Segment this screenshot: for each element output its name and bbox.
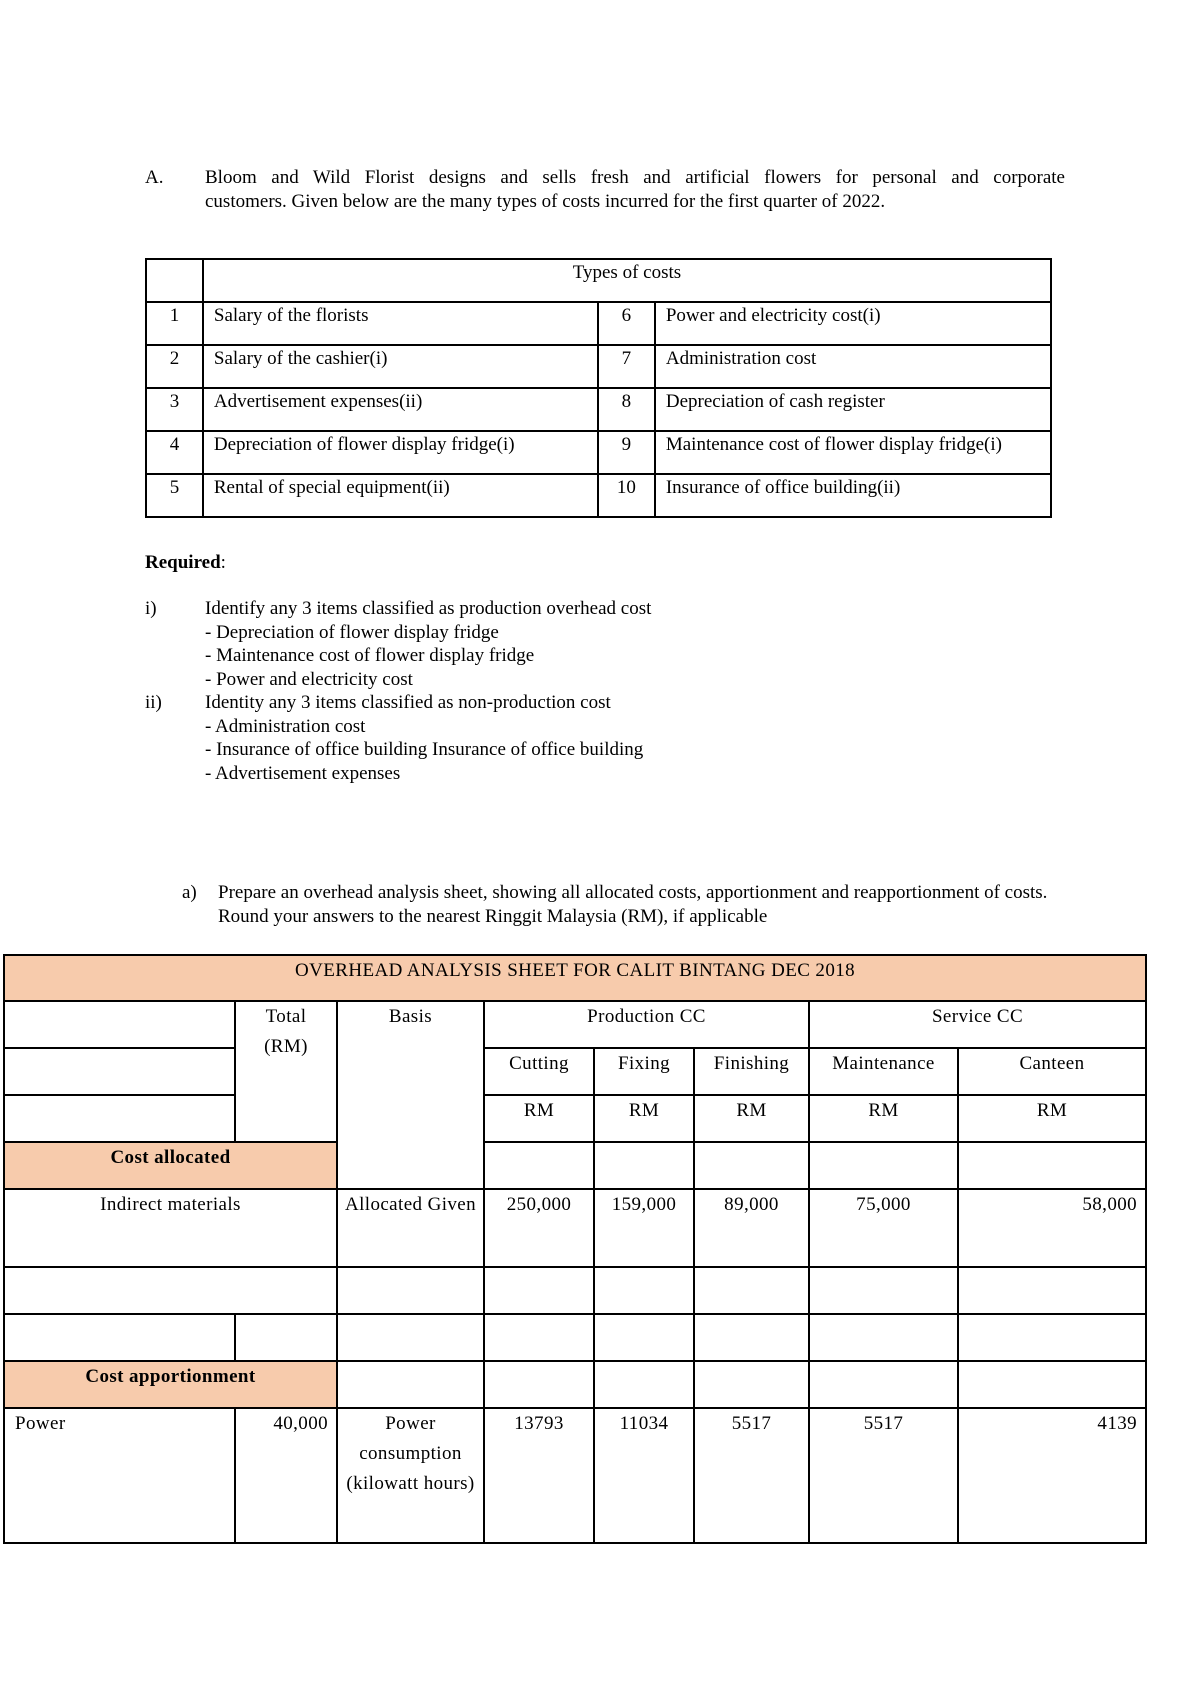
blank-cell (4, 1001, 235, 1048)
dept-canteen: Canteen (958, 1048, 1146, 1095)
blank-cell (4, 1048, 235, 1095)
indirect-materials-label: Indirect materials (4, 1189, 337, 1267)
intro-line-2: customers. Given below are the many types of costs incurred for the first quarter of 2022. (205, 191, 886, 212)
value-cell: 11034 (594, 1408, 694, 1543)
cost-item: Salary of the florists (203, 302, 598, 345)
value-cell: 75,000 (809, 1189, 958, 1267)
row-number: 1 (146, 302, 203, 345)
table-row (146, 345, 1051, 388)
value-cell: 250,000 (484, 1189, 594, 1267)
power-basis: Power consumption (kilowatt hours) (337, 1408, 484, 1543)
value-cell: 159,000 (594, 1189, 694, 1267)
cost-item: Advertisement expenses(ii) (203, 388, 598, 431)
cost-item: Rental of special equipment(ii) (203, 474, 598, 517)
unit-label: RM (594, 1095, 694, 1142)
value-cell: 4139 (958, 1408, 1146, 1543)
cost-item: Administration cost (655, 345, 1051, 388)
question-a-text: Prepare an overhead analysis sheet, showing all allocated costs, apportionment and reapportionment of costs. Round your answers to the nearest Ringgit Malaysia (RM), if applicable (218, 882, 1048, 927)
cost-item: Depreciation of cash register (655, 388, 1051, 431)
blank-cell (4, 1095, 235, 1142)
row-number: 3 (146, 388, 203, 431)
required-heading: Required: (145, 552, 226, 573)
row-number: 7 (598, 345, 655, 388)
basis-header: Basis (337, 1001, 484, 1189)
dept-maintenance: Maintenance (809, 1048, 958, 1095)
indirect-materials-basis: Allocated Given (337, 1189, 484, 1267)
types-header-blank (146, 259, 203, 302)
types-of-costs-table (145, 258, 1052, 518)
value-cell: 58,000 (958, 1189, 1146, 1267)
cost-item: Power and electricity cost(i) (655, 302, 1051, 345)
dept-fixing: Fixing (594, 1048, 694, 1095)
types-header: Types of costs (203, 259, 1051, 302)
unit-label: RM (809, 1095, 958, 1142)
intro-label: A. (145, 167, 164, 188)
row-number: 10 (598, 474, 655, 517)
total-header: Total (RM) (235, 1001, 337, 1142)
intro-line-1: Bloom and Wild Florist designs and sells fresh and artificial flowers for personal and corporate (205, 167, 1065, 188)
value-cell: 13793 (484, 1408, 594, 1543)
power-label: Power (4, 1408, 235, 1543)
cost-item: Maintenance cost of flower display fridge(i) (655, 431, 1051, 474)
unit-label: RM (958, 1095, 1146, 1142)
intro-text (205, 166, 1065, 214)
row-number: 6 (598, 302, 655, 345)
dept-cutting: Cutting (484, 1048, 594, 1095)
cost-item: Salary of the cashier(i) (203, 345, 598, 388)
table-row (146, 474, 1051, 517)
overhead-analysis-table (3, 954, 1147, 1544)
service-cc-header: Service CC (809, 1001, 1146, 1048)
cost-item: Depreciation of flower display fridge(i) (203, 431, 598, 474)
cost-allocated-heading: Cost allocated (4, 1142, 337, 1189)
unit-label: RM (484, 1095, 594, 1142)
question-a-marker: a) (182, 882, 197, 903)
row-number: 8 (598, 388, 655, 431)
sheet-title: OVERHEAD ANALYSIS SHEET FOR CALIT BINTANG DEC 2018 (4, 955, 1146, 1001)
table-row (146, 302, 1051, 345)
row-number: 2 (146, 345, 203, 388)
cost-item: Insurance of office building(ii) (655, 474, 1051, 517)
types-header-row (146, 259, 1051, 302)
dept-finishing: Finishing (694, 1048, 809, 1095)
value-cell: 5517 (809, 1408, 958, 1543)
value-cell: 89,000 (694, 1189, 809, 1267)
row-number: 5 (146, 474, 203, 517)
power-total: 40,000 (235, 1408, 337, 1543)
table-row (146, 431, 1051, 474)
table-row (146, 388, 1051, 431)
value-cell: 5517 (694, 1408, 809, 1543)
production-cc-header: Production CC (484, 1001, 809, 1048)
unit-label: RM (694, 1095, 809, 1142)
cost-apportionment-heading: Cost apportionment (4, 1361, 337, 1408)
row-number: 9 (598, 431, 655, 474)
row-number: 4 (146, 431, 203, 474)
